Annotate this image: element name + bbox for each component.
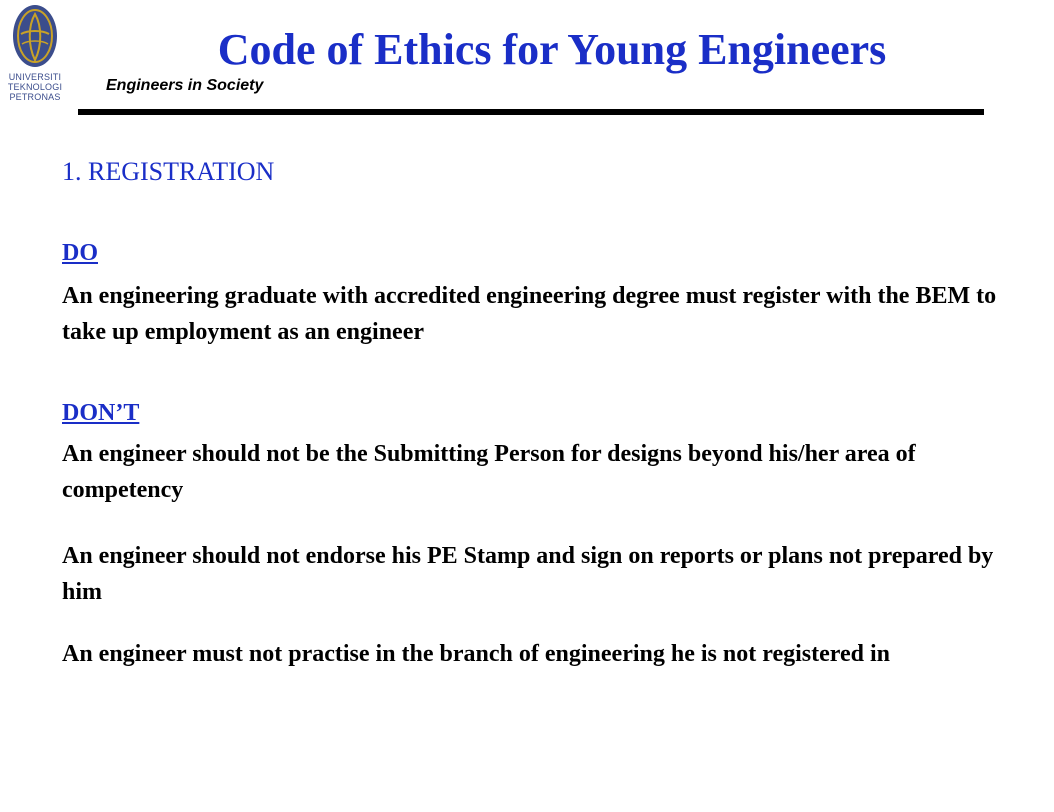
dont-label: DON’T	[62, 400, 140, 426]
do-label: DO	[62, 240, 98, 266]
dont-paragraph: An engineer should not be the Submitting Person for designs beyond his/her area of competency	[62, 441, 916, 503]
university-logo-text	[6, 72, 64, 102]
logo-text-line: TEKNOLOGI	[7, 82, 63, 92]
dont-paragraph: An engineer should not endorse his PE Stamp and sign on reports or plans not prepared by him	[62, 543, 994, 605]
do-paragraph: An engineering graduate with accredited engineering degree must register with the BEM to take up employment as an engineer	[62, 283, 997, 345]
logo-text-line: UNIVERSITI	[8, 72, 62, 82]
slide-subtitle: Engineers in Society	[106, 77, 264, 94]
slide-title: Code of Ethics for Young Engineers	[217, 25, 887, 74]
section-heading: 1. REGISTRATION	[62, 157, 275, 186]
dont-paragraph: An engineer must not practise in the branch of engineering he is not registered in	[62, 641, 890, 667]
header-divider	[78, 109, 984, 115]
logo-text-line: PETRONAS	[9, 92, 61, 102]
